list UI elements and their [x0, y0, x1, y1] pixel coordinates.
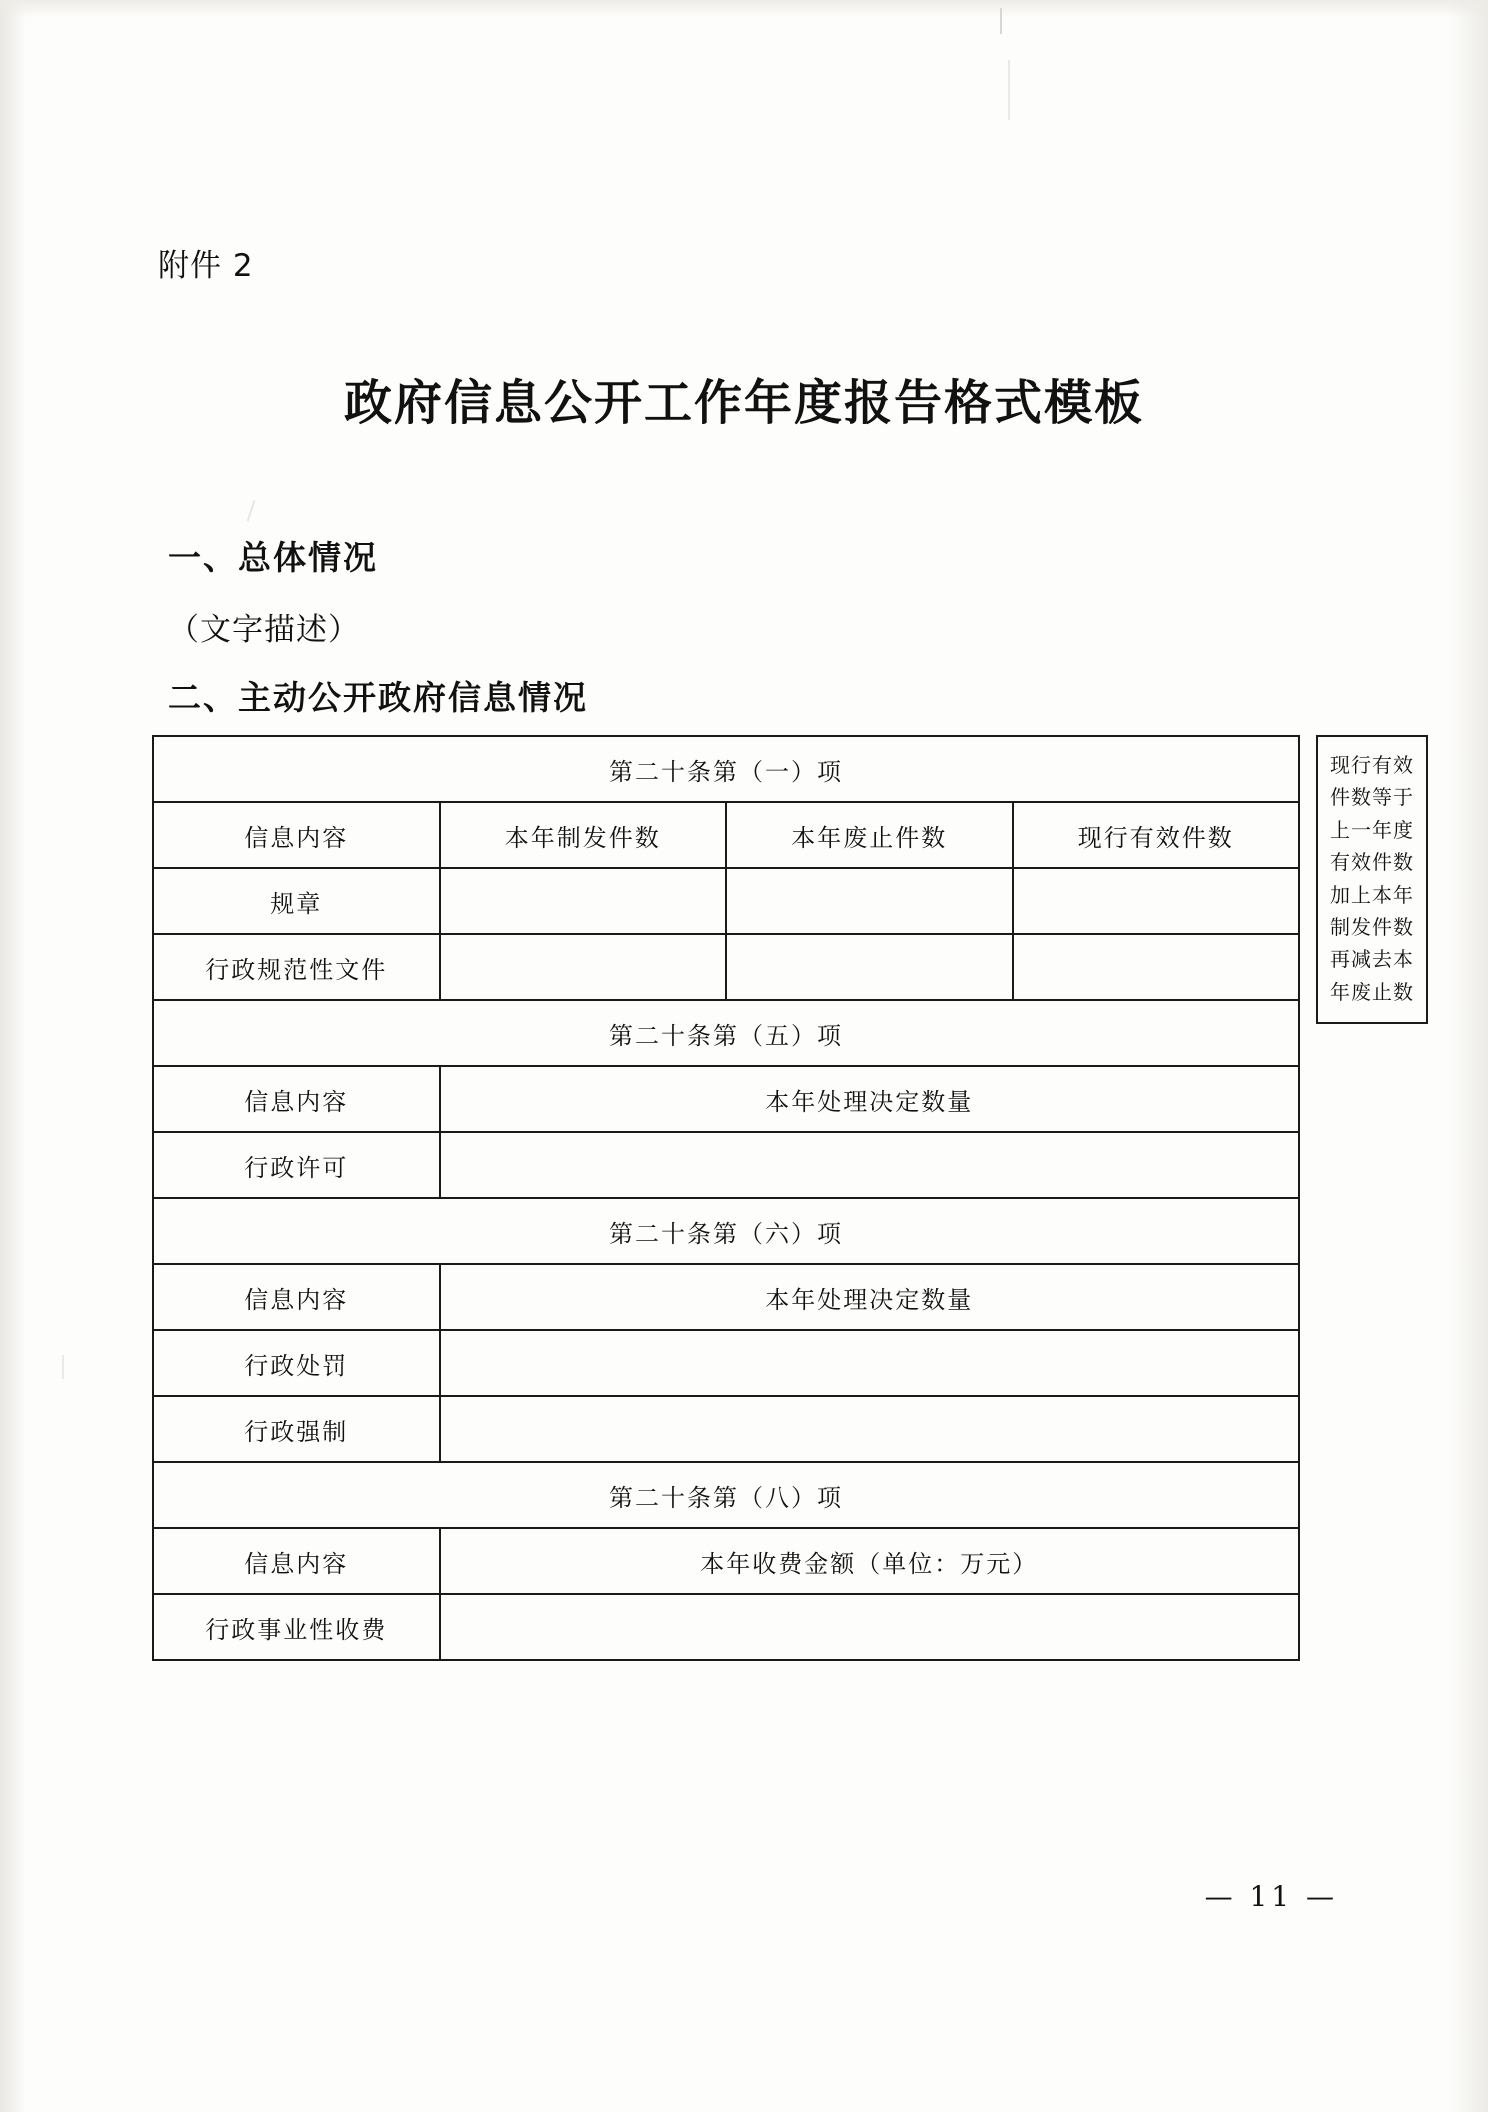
table-header-cell: 信息内容 — [153, 802, 440, 868]
table-row — [153, 1198, 1299, 1264]
table-row — [153, 736, 1299, 802]
scan-edge-left — [0, 0, 26, 2112]
table-row — [153, 868, 1299, 934]
side-note-line: 加上本年 — [1330, 882, 1414, 907]
table-row-label: 行政强制 — [153, 1396, 440, 1462]
side-note-line: 制发件数 — [1330, 914, 1414, 939]
disclosure-table-wrapper — [152, 735, 1300, 1661]
table-header-cell: 本年废止件数 — [726, 802, 1013, 868]
table-row — [153, 1594, 1299, 1660]
table-cell-value[interactable] — [1013, 868, 1300, 934]
table-group-title-4: 第二十条第（八）项 — [153, 1462, 1299, 1528]
table-row — [153, 1462, 1299, 1528]
table-group-title-1: 第二十条第（一）项 — [153, 736, 1299, 802]
table-row — [153, 1066, 1299, 1132]
side-note-box — [1316, 735, 1428, 1024]
table-group-title-3: 第二十条第（六）项 — [153, 1198, 1299, 1264]
table-row — [153, 1132, 1299, 1198]
side-note-line: 现行有效 — [1330, 753, 1414, 777]
side-note-line: 件数等于 — [1330, 785, 1414, 810]
table-row-label: 行政规范性文件 — [153, 934, 440, 1000]
table-row — [153, 1264, 1299, 1330]
table-header-cell: 本年处理决定数量 — [440, 1264, 1300, 1330]
table-row — [153, 1396, 1299, 1462]
section-heading-proactive-disclosure: 二、主动公开政府信息情况 — [168, 678, 588, 717]
table-row — [153, 1330, 1299, 1396]
table-row-label: 行政事业性收费 — [153, 1594, 440, 1660]
table-cell-value[interactable] — [440, 934, 727, 1000]
section-heading-overall-situation: 一、总体情况 — [168, 538, 378, 577]
table-row — [153, 1000, 1299, 1066]
table-group-title-2: 第二十条第（五）项 — [153, 1000, 1299, 1066]
table-row — [153, 1528, 1299, 1594]
table-header-cell: 信息内容 — [153, 1066, 440, 1132]
scan-artifact — [247, 500, 256, 522]
scan-artifact — [1008, 60, 1010, 120]
table-header-cell: 信息内容 — [153, 1528, 440, 1594]
side-note-line: 上一年度 — [1330, 817, 1414, 842]
table-header-cell: 本年处理决定数量 — [440, 1066, 1300, 1132]
section-one-body-text: （文字描述） — [168, 612, 360, 648]
table-header-cell: 本年收费金额（单位：万元） — [440, 1528, 1300, 1594]
table-row — [153, 934, 1299, 1000]
table-row-label: 规章 — [153, 868, 440, 934]
page-number: — 11 — — [1204, 1880, 1338, 1913]
table-cell-value[interactable] — [440, 868, 727, 934]
page-title: 政府信息公开工作年度报告格式模板 — [343, 375, 1144, 431]
disclosure-table — [152, 735, 1300, 1661]
scan-artifact — [62, 1355, 64, 1379]
table-cell-value[interactable] — [440, 1330, 1300, 1396]
side-note-line: 有效件数 — [1330, 850, 1414, 875]
table-header-cell: 本年制发件数 — [440, 802, 727, 868]
scan-edge-top — [0, 0, 1488, 18]
scan-artifact — [1000, 8, 1002, 34]
scan-edge-right — [1448, 0, 1488, 2112]
table-cell-value[interactable] — [440, 1132, 1300, 1198]
attachment-label: 附件 2 — [158, 248, 254, 284]
table-cell-value[interactable] — [1013, 934, 1300, 1000]
side-note-line: 年废止数 — [1330, 979, 1414, 1004]
table-cell-value[interactable] — [726, 868, 1013, 934]
table-cell-value[interactable] — [440, 1594, 1300, 1660]
side-note-line: 再减去本 — [1330, 947, 1414, 972]
table-header-cell: 信息内容 — [153, 1264, 440, 1330]
table-row — [153, 802, 1299, 868]
table-cell-value[interactable] — [440, 1396, 1300, 1462]
table-cell-value[interactable] — [726, 934, 1013, 1000]
table-row-label: 行政处罚 — [153, 1330, 440, 1396]
table-header-cell: 现行有效件数 — [1013, 802, 1300, 868]
table-row-label: 行政许可 — [153, 1132, 440, 1198]
